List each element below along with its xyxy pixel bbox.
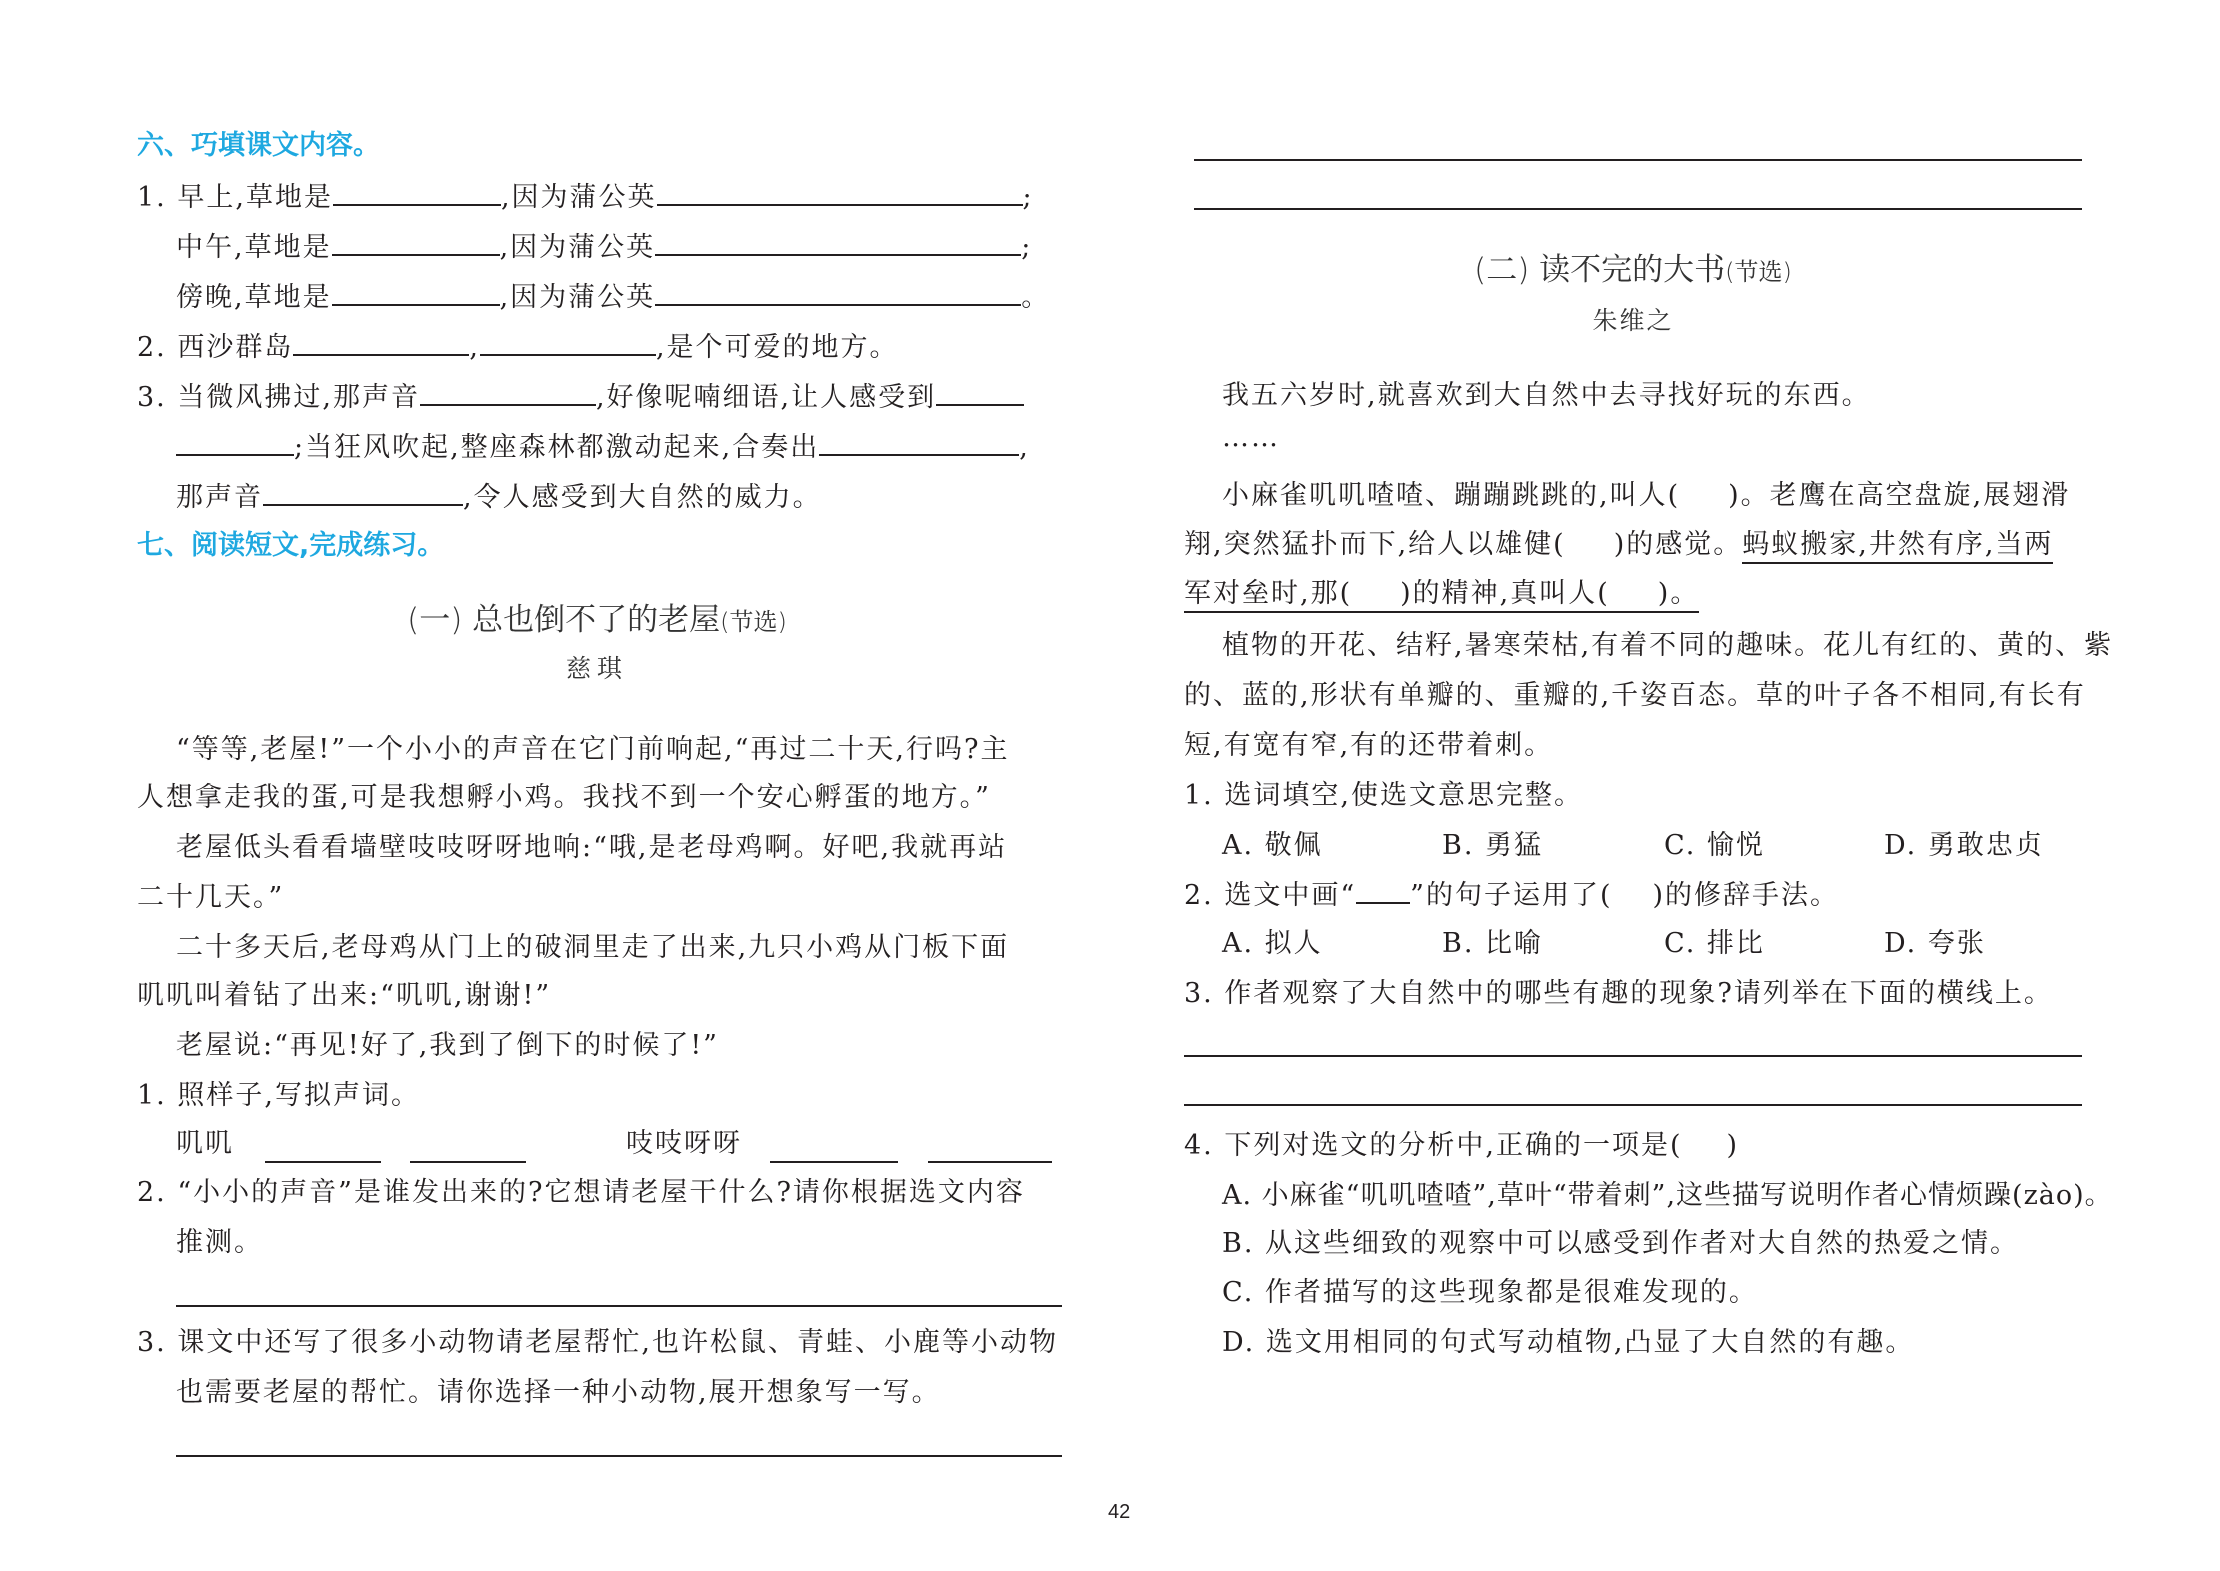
q-text: 下列对选文的分析中,正确的一项是( [1224, 1130, 1683, 1161]
answer-line[interactable] [1194, 159, 2082, 161]
q-text: ;当狂风吹起,整座森林都激动起来,合奏出 [294, 432, 820, 463]
p1-q3-line-1 [137, 1325, 1058, 1361]
option[interactable]: A. 敬佩 [1222, 830, 1323, 861]
choice[interactable]: B. 从这些细致的观察中可以感受到作者对大自然的热爱之情。 [1222, 1228, 2020, 1259]
question-number: 1. [137, 182, 167, 213]
answer-blank[interactable] [655, 228, 1021, 256]
passage-title-text: (一) 总也倒不了的老屋 [407, 602, 721, 638]
answer-blank[interactable] [410, 1135, 526, 1163]
p2-q2 [1184, 876, 1839, 914]
text: 小麻雀叽叽喳喳、蹦蹦跳跳的,叫人( [1222, 480, 1681, 511]
question-number: 3. [137, 1327, 167, 1358]
answer-line[interactable] [176, 1305, 1062, 1307]
q-text: ”的句子运用了( [1410, 880, 1613, 911]
answer-line[interactable] [176, 1455, 1062, 1457]
question-number: 3. [137, 382, 167, 413]
row-text: ,因为蒲公英 [500, 182, 657, 213]
text: )的精神,真叫人( [1400, 578, 1610, 609]
q-text: )的修辞手法。 [1652, 880, 1840, 911]
row-end: 。 [1021, 282, 1051, 313]
s6-q3-line-1 [137, 378, 1024, 416]
passage-1-line: 老屋低头看看墙壁吱吱呀呀地响:“哦,是老母鸡啊。好吧,我就再站 [176, 832, 1008, 863]
answer-line[interactable] [1194, 208, 2082, 210]
answer-blank[interactable] [293, 328, 469, 356]
option[interactable]: B. 比喻 [1442, 928, 1544, 959]
option[interactable]: B. 勇猛 [1442, 830, 1544, 861]
passage-1-line: 叽叽叫着钻了出来:“叽叽,谢谢!” [137, 980, 552, 1011]
answer-blank[interactable] [420, 378, 596, 406]
q-text: 选词填空,使选文意思完整。 [1224, 780, 1583, 811]
choice[interactable]: C. 作者描写的这些现象都是很难发现的。 [1222, 1277, 1758, 1308]
passage-2-ellipsis: …… [1222, 422, 1280, 453]
text: 翔,突然猛扑而下,给人以雄健( [1184, 529, 1566, 560]
q-text: “小小的声音”是谁发出来的?它想请老屋干什么?请你根据选文内容 [177, 1177, 1025, 1208]
passage-2-line [1222, 478, 2070, 514]
s6-q3-line-2 [176, 428, 1030, 466]
answer-blank[interactable] [770, 1135, 898, 1163]
q-text: ) [1726, 1130, 1740, 1161]
choice[interactable]: D. 选文用相同的句式写动植物,凸显了大自然的有趣。 [1222, 1327, 1915, 1358]
passage-1-line: 老屋说:“再见!好了,我到了倒下的时候了!” [176, 1030, 719, 1061]
option[interactable]: C. 愉悦 [1664, 830, 1765, 861]
option[interactable]: C. 排比 [1664, 928, 1765, 959]
answer-blank[interactable] [936, 378, 1024, 406]
p2-q3 [1184, 976, 2053, 1012]
p2-q4 [1184, 1128, 1739, 1164]
row-end: ; [1021, 232, 1033, 263]
row-text: 傍晚,草地是 [176, 282, 332, 313]
text: )。老鹰在高空盘旋,展翅滑 [1728, 480, 2071, 511]
s6-q1-row-3 [176, 278, 1050, 316]
passage-title-note: (节选) [1725, 258, 1792, 286]
answer-blank[interactable] [263, 478, 463, 506]
q-text: ,令人感受到大自然的威力。 [463, 482, 822, 513]
passage-2-line: 的、蓝的,形状有单瓣的、重瓣的,千姿百态。草的叶子各不相同,有长有 [1184, 680, 2086, 711]
question-number: 4. [1184, 1130, 1214, 1161]
passage-1-line: “等等,老屋!”一个小小的声音在它门前响起,“再过二十天,行吗?主 [176, 734, 1010, 765]
section-6-heading: 六、巧填课文内容。 [137, 130, 380, 161]
s6-q3-line-3 [176, 478, 822, 516]
passage-2-line: 短,有宽有窄,有的还带着刺。 [1184, 730, 1554, 761]
q-text: 西沙群岛 [177, 332, 294, 363]
question-number: 2. [137, 332, 167, 363]
p1-q1-examples [176, 1126, 234, 1162]
choice[interactable]: A. 小麻雀“叽叽喳喳”,草叶“带着刺”,这些描写说明作者心情烦躁(zào)。 [1222, 1180, 2113, 1211]
q-text: , [469, 332, 480, 363]
passage-title-text: (二) 读不完的大书 [1474, 252, 1726, 288]
question-number: 2. [1184, 880, 1214, 911]
question-number: 1. [137, 1080, 167, 1111]
option[interactable]: D. 夸张 [1884, 928, 1986, 959]
passage-2-author: 朱维之 [1592, 306, 1674, 335]
s6-q1-row-2 [176, 228, 1032, 266]
underlined-sentence: 蚂蚁搬家,井然有序,当两 [1742, 529, 2053, 564]
answer-blank[interactable] [655, 278, 1021, 306]
passage-1-line: 二十多天后,老母鸡从门上的破洞里走了出来,九只小鸡从门板下面 [176, 932, 1010, 963]
answer-blank[interactable] [332, 228, 500, 256]
row-text: ,因为蒲公英 [499, 232, 656, 263]
q-text: ,是个可爱的地方。 [655, 332, 899, 363]
underlined-sentence [1184, 578, 1699, 613]
p1-q1 [137, 1078, 420, 1114]
passage-2-line [1184, 576, 1699, 612]
passage-1-author: 慈琪 [565, 654, 628, 683]
answer-blank[interactable] [176, 428, 294, 456]
page-number: 42 [1108, 1501, 1131, 1523]
underline-sample [1356, 876, 1410, 904]
text: 军对垒时,那( [1184, 578, 1353, 609]
question-number: 3. [1184, 978, 1214, 1009]
s6-q1-row-1 [137, 178, 1034, 216]
q-text: 当微风拂过,那声音 [177, 382, 420, 413]
p1-q2-line-2: 推测。 [176, 1227, 263, 1258]
p1-q2-line-1 [137, 1175, 1025, 1211]
passage-1-title [137, 600, 1057, 642]
row-text: ,因为蒲公英 [499, 282, 656, 313]
answer-line[interactable] [1184, 1104, 2082, 1106]
question-number: 1. [1184, 780, 1214, 811]
option[interactable]: D. 勇敢忠贞 [1884, 830, 2044, 861]
answer-blank[interactable] [332, 278, 500, 306]
row-text: 中午,草地是 [176, 232, 332, 263]
answer-blank[interactable] [928, 1135, 1052, 1163]
passage-2-intro: 我五六岁时,就喜欢到大自然中去寻找好玩的东西。 [1222, 380, 1871, 411]
p1-q3-line-2: 也需要老屋的帮忙。请你选择一种小动物,展开想象写一写。 [176, 1377, 941, 1408]
p2-q1 [1184, 778, 1583, 814]
example-word: 叽叽 [176, 1128, 234, 1159]
passage-2-line [1184, 527, 2053, 563]
option[interactable]: A. 拟人 [1222, 928, 1323, 959]
q-text: 作者观察了大自然中的哪些有趣的现象?请列举在下面的横线上。 [1224, 978, 2053, 1009]
passage-1-line: 二十几天。” [137, 882, 285, 913]
answer-blank[interactable] [265, 1135, 381, 1163]
p1-q1-example-2: 吱吱呀呀 [626, 1128, 742, 1159]
answer-line[interactable] [1184, 1055, 2082, 1057]
answer-blank[interactable] [333, 178, 501, 206]
q-text: ,好像呢喃细语,让人感受到 [595, 382, 937, 413]
q-text: 课文中还写了很多小动物请老屋帮忙,也许松鼠、青蛙、小鹿等小动物 [177, 1327, 1058, 1358]
passage-2-line: 植物的开花、结籽,暑寒荣枯,有着不同的趣味。花儿有红的、黄的、紫 [1222, 630, 2114, 661]
passage-2-title [1184, 250, 2082, 292]
text: )。 [1657, 578, 1700, 609]
question-number: 2. [137, 1177, 167, 1208]
s6-q2 [137, 328, 899, 366]
section-7-heading: 七、阅读短文,完成练习。 [137, 530, 445, 561]
text: )的感觉。 [1613, 529, 1743, 560]
passage-title-note: (节选) [720, 608, 787, 636]
answer-blank[interactable] [819, 428, 1019, 456]
q-text: 选文中画“ [1224, 880, 1357, 911]
q-text: 照样子,写拟声词。 [177, 1080, 420, 1111]
answer-blank[interactable] [657, 178, 1023, 206]
answer-blank[interactable] [480, 328, 656, 356]
row-end: ; [1022, 182, 1034, 213]
q-text: 那声音 [176, 482, 263, 513]
row-text: 早上,草地是 [177, 182, 333, 213]
q-text: , [1019, 432, 1030, 463]
passage-1-line: 人想拿走我的蛋,可是我想孵小鸡。我找不到一个安心孵蛋的地方。” [137, 782, 991, 813]
